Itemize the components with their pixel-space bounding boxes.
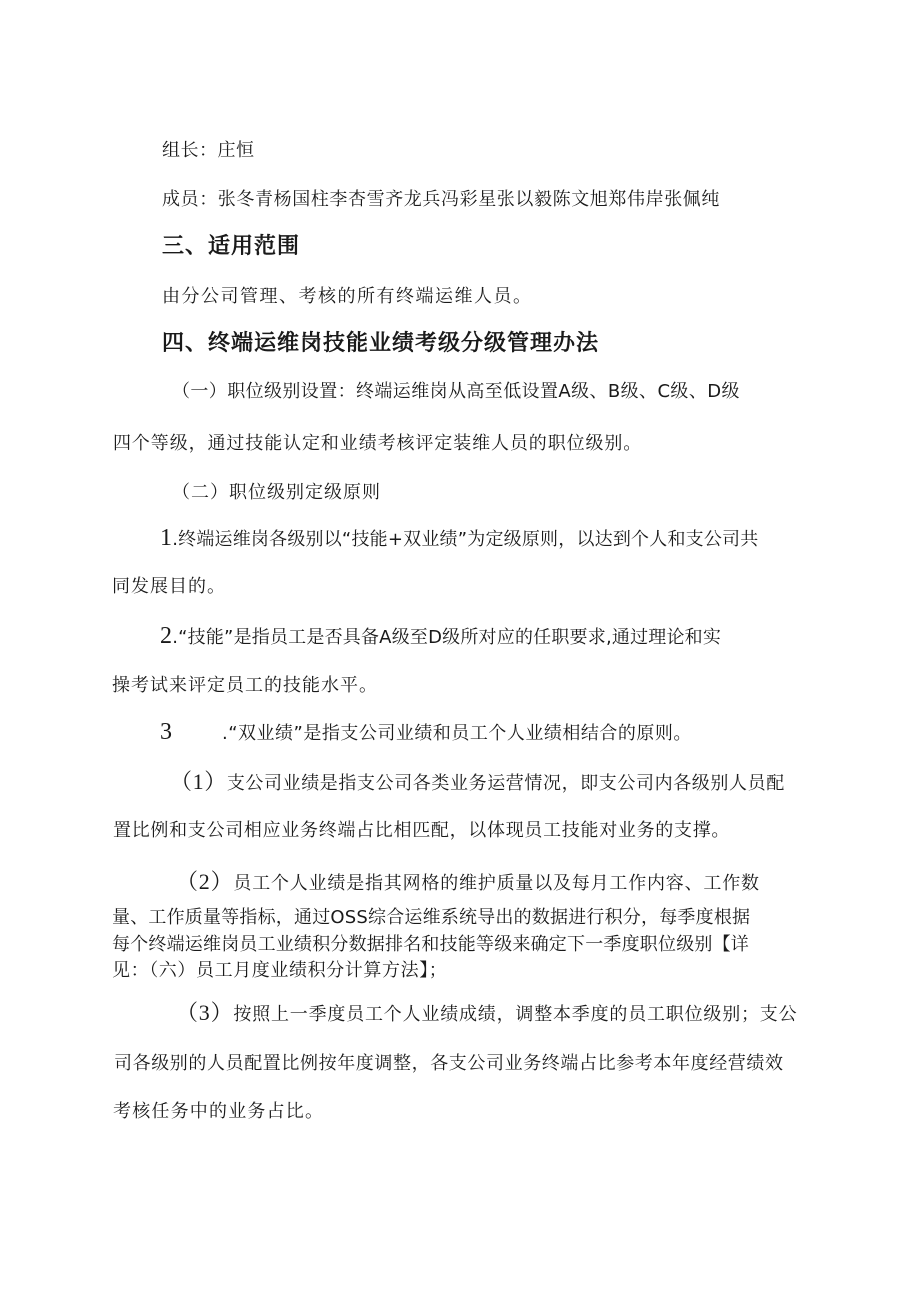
sub1-line1: [170, 770, 785, 796]
sub2-number: （2）: [176, 869, 234, 894]
principle2-text: .“技能”是指员工是否具备A级至D级所对应的任职要求,通过理论和实: [172, 627, 722, 648]
sub3-line3: 考核任务中的业务占比。: [113, 1101, 325, 1122]
sub2-line3: 每个终端运维岗员工业绩积分数据排名和技能等级来确定下一季度职位级别【详: [112, 934, 749, 955]
principle3-line1: [160, 720, 692, 746]
sub1-line2: 置比例和支公司相应业务终端占比相匹配，以体现员工技能对业务的支撑。: [113, 820, 731, 841]
sub3-line2: 司各级别的人员配置比例按年度调整，各支公司业务终端占比参考本年度经营绩效: [114, 1053, 784, 1074]
team-leader: 组长：庄恒: [162, 140, 255, 161]
principle2-number: 2: [160, 623, 173, 649]
team-members: 成员：张冬青杨国柱李杏雪齐龙兵冯彩星张以毅陈文旭郑伟岸张佩纯: [162, 189, 720, 210]
sub3-line1: [176, 1001, 797, 1027]
section-heading-management: 四、终端运维岗技能业绩考级分级管理办法: [162, 331, 600, 356]
item1-line2: 四个等级，通过技能认定和业绩考核评定装维人员的职位级别。: [113, 433, 643, 454]
sub2-line4: 见：（六）员工月度业绩积分计算方法】；: [112, 960, 448, 981]
principle1-line1: [160, 526, 758, 552]
item1-line1: （一）职位级别设置：终端运维岗从高至低设置A级、B级、C级、D级: [172, 381, 740, 402]
sub1-text: 支公司业绩是指支公司各类业务运营情况，即支公司内各级别人员配: [226, 773, 785, 794]
sub2-text: 员工个人业绩是指其网格的维护质量以及每月工作内容、工作数: [233, 873, 760, 894]
principle3-number: 3: [160, 719, 173, 745]
principle1-text: .终端运维岗各级别以“技能+双业绩”为定级原则，以达到个人和支公司共: [172, 529, 759, 550]
principle3-text: .“双业绩”是指支公司业绩和员工个人业绩相结合的原则。: [222, 723, 692, 744]
sub2-line2: 量、工作质量等指标，通过OSS综合运维系统导出的数据进行积分，每季度根据: [112, 907, 751, 928]
principle2-line2: 操考试来评定员工的技能水平。: [112, 675, 378, 696]
principle2-line1: [160, 624, 721, 650]
scope-body: 由分公司管理、考核的所有终端运维人员。: [162, 286, 533, 307]
sub2-line1: [176, 870, 760, 896]
sub3-text: 按照上一季度员工个人业绩成绩，调整本季度的员工职位级别；支公: [233, 1004, 798, 1025]
section-heading-scope: 三、适用范围: [162, 234, 301, 259]
sub3-number: （3）: [176, 1000, 234, 1025]
sub1-number: （1）: [170, 769, 227, 794]
principle1-line2: 同发展目的。: [112, 576, 226, 597]
item2-title: （二）职位级别定级原则: [172, 482, 381, 503]
principle1-number: 1: [160, 525, 173, 551]
